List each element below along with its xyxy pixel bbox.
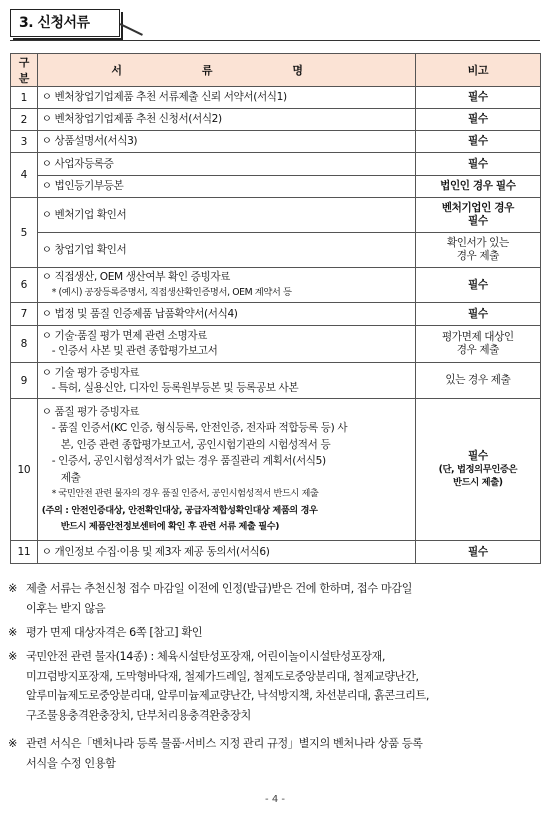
document-cell: ㅇ 벤처창업기업제품 추천 신청서(서식2) <box>37 109 415 131</box>
row-number: 5 <box>11 198 38 268</box>
footnote <box>8 734 543 773</box>
document-cell: ㅇ 창업기업 확인서 <box>37 233 415 268</box>
document-cell <box>37 326 415 363</box>
note-line: 구조물용충격완충장치, 단부처리용충격완충장치 <box>26 708 251 722</box>
remark-cell: 필수 <box>415 109 540 131</box>
note-body <box>26 734 543 773</box>
row-number: 7 <box>11 303 38 326</box>
row-number: 10 <box>11 399 38 541</box>
note-mark: ※ <box>8 650 17 663</box>
table-row <box>11 303 541 326</box>
document-cell: ㅇ 법정 및 품질 인증제품 납품확약서(서식4) <box>37 303 415 326</box>
document-caution-line: (주의 : 안전인증대상, 안전확인대상, 공급자적합성확인대상 제품의 경우 <box>41 504 318 516</box>
header-docs <box>37 54 415 87</box>
row-number: 2 <box>11 109 38 131</box>
note-body <box>26 647 543 725</box>
footnote <box>8 579 543 618</box>
table-row <box>11 233 541 268</box>
remark-cell: 법인인 경우 필수 <box>415 176 540 198</box>
remark-cell: 필수 <box>415 303 540 326</box>
remark-cell <box>415 326 540 363</box>
document-line: ㅇ 기술 평가 증빙자료 <box>41 366 140 379</box>
note-line: 알루미늄제도로중앙분리대, 알루미늄제교량난간, 낙석방지책, 차선분리대, 흙콘크리트, <box>26 689 430 702</box>
remark-cell: 필수 <box>415 153 540 176</box>
section-heading <box>10 9 122 37</box>
table-row <box>11 541 541 564</box>
document-note-line: * 국민안전 관련 물자의 경우 품질 인증서, 공인시험성적서 반드시 제출 <box>51 488 319 499</box>
table-row <box>11 399 541 541</box>
table-row <box>11 268 541 303</box>
document-cell: ㅇ 사업자등록증 <box>37 153 415 176</box>
document-cell <box>37 268 415 303</box>
row-number: 11 <box>11 541 38 564</box>
table-row <box>11 87 541 109</box>
row-number: 6 <box>11 268 38 303</box>
document-caution-line: 반드시 제품안전정보센터에 확인 후 관련 서류 제출 필수) <box>60 521 280 532</box>
header-docs-label: 서 류 명 <box>111 64 341 77</box>
table-row <box>11 176 541 198</box>
remark-line: 필수 <box>468 450 488 462</box>
note-line: 국민안전 관련 물자(14종) : 체육시설탄성포장재, 어린이놀이시설탄성포장재, <box>26 650 386 663</box>
row-number: 4 <box>11 153 38 198</box>
row-number: 3 <box>11 131 38 153</box>
document-cell: ㅇ 벤처기업 확인서 <box>37 198 415 233</box>
remark-cell <box>415 198 540 233</box>
header-remark: 비고 <box>415 54 540 87</box>
remark-line: (단, 법정의무인증은 <box>438 464 518 475</box>
document-line: ㅇ 품질 평가 증빙자료 <box>41 405 140 418</box>
table-row <box>11 363 541 399</box>
remark-cell <box>415 233 540 268</box>
note-line: 미끄럼방지포장재, 도막형바닥재, 철제가드레일, 철제도로중앙분리대, 철제교량난간, <box>26 669 419 683</box>
note-line: 서식을 수정 인용함 <box>26 756 116 770</box>
document-sub-line: 본, 인증 관련 종합평가보고서, 공인시험기관의 시험성적서 등 <box>60 438 331 451</box>
note-line: 평가 면제 대상자격은 6쪽 [참고] 확인 <box>26 626 203 639</box>
row-number: 8 <box>11 326 38 363</box>
remark-cell: 필수 <box>415 268 540 303</box>
section-title: 3. 신청서류 <box>10 9 120 37</box>
remark-line: 경우 제출 <box>456 344 499 356</box>
note-body <box>26 579 543 618</box>
document-cell <box>37 363 415 399</box>
remark-cell: 필수 <box>415 541 540 564</box>
heading-tail-decoration <box>120 23 143 36</box>
document-cell: ㅇ 상품설명서(서식3) <box>37 131 415 153</box>
required-documents-table <box>10 53 541 564</box>
table-header-row <box>11 54 541 87</box>
note-line: 이후는 받지 않음 <box>26 601 106 615</box>
remark-line: 평가면제 대상인 <box>441 331 514 343</box>
document-line: ㅇ 직접생산, OEM 생산여부 확인 증빙자료 <box>41 271 230 283</box>
note-mark: ※ <box>8 582 17 595</box>
note-mark: ※ <box>8 737 17 750</box>
row-number: 9 <box>11 363 38 399</box>
document-sub-line: 제출 <box>60 471 81 484</box>
document-cell: ㅇ 벤처창업기업제품 추천 서류제출 신뢰 서약서(서식1) <box>37 87 415 109</box>
remark-cell: 있는 경우 제출 <box>415 363 540 399</box>
note-body <box>26 623 543 643</box>
row-number: 1 <box>11 87 38 109</box>
remark-cell <box>415 399 540 541</box>
remark-line: 필수 <box>468 215 488 227</box>
remark-cell: 필수 <box>415 131 540 153</box>
table-row <box>11 109 541 131</box>
document-sub-line: - 인증서, 공인시험성적서가 없는 경우 품질관리 계획서(서식5) <box>51 455 326 467</box>
document-line: ㅇ 기술·품질 평가 면제 관련 소명자료 <box>41 330 208 342</box>
footnote <box>8 623 543 643</box>
table-row <box>11 131 541 153</box>
table-row <box>11 326 541 363</box>
remark-cell: 필수 <box>415 87 540 109</box>
note-line: 관련 서식은「벤처나라 등록 물품·서비스 지정 관리 규정」별지의 벤처나라 상품 등록 <box>26 737 423 750</box>
remark-line: 벤처기업인 경우 <box>441 202 514 214</box>
table-row <box>11 153 541 176</box>
table-row <box>11 198 541 233</box>
header-no: 구분 <box>11 54 38 87</box>
note-line: 제출 서류는 추천신청 접수 마감일 이전에 인정(발급)받은 건에 한하며, 접수 마감일 <box>26 582 413 595</box>
document-sub-line: - 인증서 사본 및 관련 종합평가보고서 <box>51 345 218 357</box>
footnote <box>8 647 543 725</box>
section-rule <box>10 40 540 41</box>
document-sub-line: - 품질 인증서(KC 인증, 형식등록, 안전인증, 전자파 적합등록 등) 사 <box>51 422 348 434</box>
document-sub-line: - 특허, 실용신안, 디자인 등록원부등본 및 등록공보 사본 <box>51 381 299 394</box>
document-cell: ㅇ 개인정보 수집·이용 및 제3자 제공 동의서(서식6) <box>37 541 415 564</box>
remark-line: 확인서가 있는 <box>446 237 509 249</box>
page-number: - 4 - <box>265 794 285 805</box>
document-example-line: * (예시) 공장등록증명서, 직접생산확인증명서, OEM 계약서 등 <box>51 287 292 298</box>
document-cell <box>37 399 415 541</box>
note-mark: ※ <box>8 626 17 639</box>
document-cell: ㅇ 법인등기부등본 <box>37 176 415 198</box>
remark-line: 반드시 제출) <box>453 477 503 488</box>
remark-line: 경우 제출 <box>456 250 499 262</box>
